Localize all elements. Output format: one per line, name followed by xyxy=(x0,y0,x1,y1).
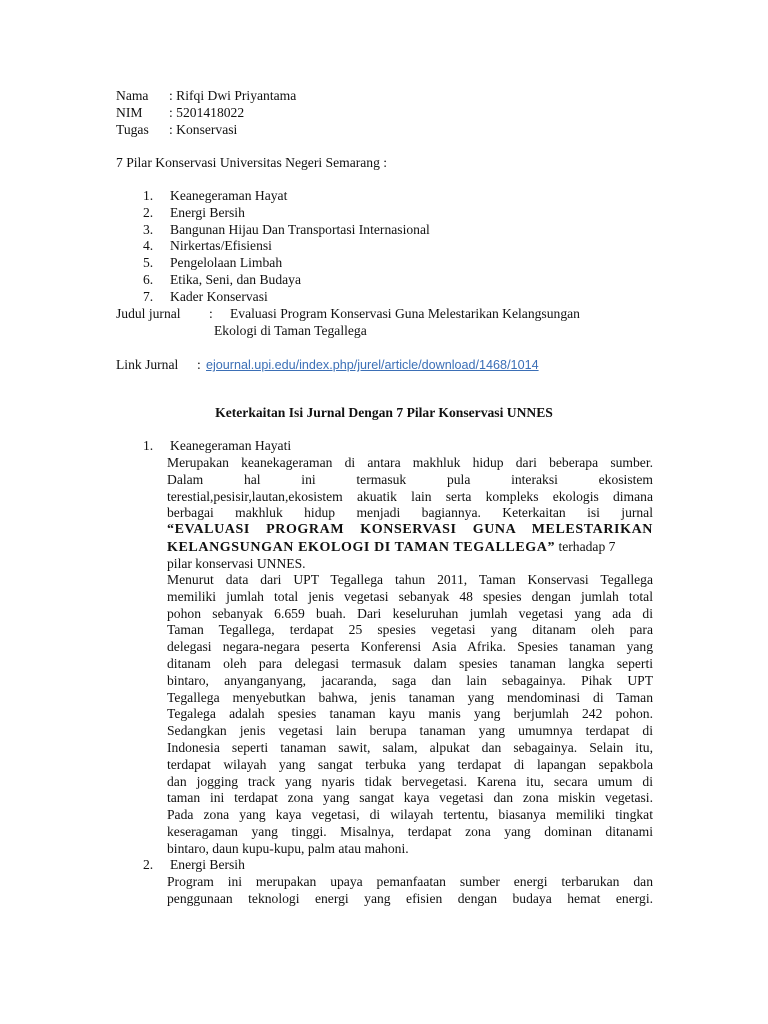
nim-label: NIM xyxy=(116,105,143,120)
paragraph-line: dan jogging track yang nyaris tidak bervegetasi. Karena itu, secara umum di xyxy=(167,773,653,789)
paragraph-line: terdapat wilayah yang sangat terbuka yang terdapat di lapangan sepakbola xyxy=(167,756,653,772)
list-item-number: 7. xyxy=(143,289,154,304)
paragraph-line: keseragaman yang tinggi. Misalnya, terdapat zona yang dominan ditanami xyxy=(167,823,653,839)
paragraph-line: terestial,pesisir,lautan,ekosistem akuatik lain serta kompleks ekologis dimana xyxy=(167,488,653,504)
judul-colon: : xyxy=(209,306,213,321)
paragraph-line: Merupakan keanekageraman di antara makhluk hidup dari beberapa sumber. xyxy=(167,455,653,470)
list-item: Kader Konservasi xyxy=(170,289,268,304)
link-label: Link Jurnal xyxy=(116,357,179,372)
list-item-number: 3. xyxy=(143,222,154,237)
paragraph-line: Pada zona yang kaya vegetasi, di wilayah tertentu, biasanya memiliki tingkat xyxy=(167,807,653,823)
judul-label: Judul jurnal xyxy=(116,306,181,321)
paragraph-line: bintaro, anyanganyang, jacaranda, saga dan lain sebagainya. Pihak UPT xyxy=(167,672,653,688)
judul-line-1: Evaluasi Program Konservasi Guna Melestarikan Kelangsungan xyxy=(230,306,580,321)
paragraph-line: pohon sebanyak 6.659 buah. Dari keseluruhan jumlah vegetasi yang ada di xyxy=(167,605,653,621)
link-colon: : xyxy=(197,357,201,372)
list-item: Nirkertas/Efisiensi xyxy=(170,238,272,253)
list-item-number: 2. xyxy=(143,205,154,220)
list-item: Pengelolaan Limbah xyxy=(170,255,283,270)
list-item-number: 5. xyxy=(143,255,154,270)
judul-line-2: Ekologi di Taman Tegallega xyxy=(214,323,367,338)
paragraph-line: pilar konservasi UNNES. xyxy=(167,555,306,571)
tugas-value: : Konservasi xyxy=(169,122,238,137)
paragraph-line: Dalam hal ini termasuk pula interaksi ekosistem xyxy=(167,471,653,487)
list-item: Energi Bersih xyxy=(170,205,245,220)
nama-label: Nama xyxy=(116,88,149,103)
nama-value: : Rifqi Dwi Priyantama xyxy=(169,88,297,103)
paragraph-line: delegasi negara-negara peserta Konferensi Asia Afrika. Spesies tanaman yang xyxy=(167,639,653,655)
journal-link[interactable]: ejournal.upi.edu/index.php/jurel/article/download/1468/1014 xyxy=(206,358,539,372)
section-1-paragraph-2 xyxy=(167,572,653,858)
paragraph-line: Indonesia seperti tanaman sawit, salam, alpukat dan sebagainya. Selain itu, xyxy=(167,739,653,755)
section-heading: Keterkaitan Isi Jurnal Dengan 7 Pilar Konservasi UNNES xyxy=(215,405,553,420)
list-item-number: 4. xyxy=(143,238,154,253)
journal-title-caps-line-2 xyxy=(167,539,653,556)
paragraph-line: Program ini merupakan upaya pemanfaatan sumber energi terbarukan dan xyxy=(167,874,653,889)
journal-title-caps-line-1: “EVALUASI PROGRAM KONSERVASI GUNA MELESTARIKAN xyxy=(167,522,653,538)
section-2-title: Energi Bersih xyxy=(170,857,245,872)
paragraph-line: Sedangkan jenis vegetasi lain berupa tanaman yang umumnya terdapat di xyxy=(167,723,653,739)
section-2-number: 2. xyxy=(143,857,154,872)
list-item: Etika, Seni, dan Budaya xyxy=(170,272,301,287)
list-item-number: 6. xyxy=(143,272,154,287)
paragraph-line: bintaro, daun kupu-kupu, palm atau mahoni. xyxy=(167,840,409,856)
section-2-paragraph xyxy=(167,874,653,908)
paragraph-line: ditanam oleh para delegasi termasuk dalam spesies tanaman langka seperti xyxy=(167,655,653,671)
section-1-paragraph-1 xyxy=(167,455,653,573)
paragraph-line: Taman Tegallega, terdapat 25 spesies vegetasi yang ditanam oleh para xyxy=(167,622,653,638)
paragraph-line: Tegalega adalah spesies tanaman kayu manis yang berjumlah 242 pohon. xyxy=(167,706,653,722)
paragraph-line: penggunaan teknologi energi yang efisien dengan budaya hemat energi. xyxy=(167,890,653,906)
paragraph-line: taman ini terdapat zona yang sangat kaya vegetasi dan zona miskin vegetasi. xyxy=(167,790,653,806)
list-item: Bangunan Hijau Dan Transportasi Internasional xyxy=(170,222,430,237)
section-1-number: 1. xyxy=(143,438,154,453)
list-item-number: 1. xyxy=(143,188,154,203)
list-item: Keanegeraman Hayat xyxy=(170,188,288,203)
paragraph-line: berbagai makhluk hidup menjadi bagiannya. Keterkaitan isi jurnal xyxy=(167,505,653,521)
paragraph-line: Tegallega menyebutkan bahwa, jenis tanaman yang mendominasi di Taman xyxy=(167,689,653,705)
tugas-label: Tugas xyxy=(116,122,149,137)
section-1-title: Keanegeraman Hayati xyxy=(170,438,292,453)
paragraph-line: memiliki jumlah total jenis vegetasi sebanyak 48 spesies dengan jumlah total xyxy=(167,588,653,604)
nim-value: : 5201418022 xyxy=(169,105,245,120)
intro-text: 7 Pilar Konservasi Universitas Negeri Semarang : xyxy=(116,155,388,170)
caps-tail-text: terhadap 7 xyxy=(555,538,616,554)
journal-title-caps-text: KELANGSUNGAN EKOLOGI DI TAMAN TEGALLEGA” xyxy=(167,539,556,555)
paragraph-line: Menurut data dari UPT Tegallega tahun 2011, Taman Konservasi Tegallega xyxy=(167,572,653,587)
